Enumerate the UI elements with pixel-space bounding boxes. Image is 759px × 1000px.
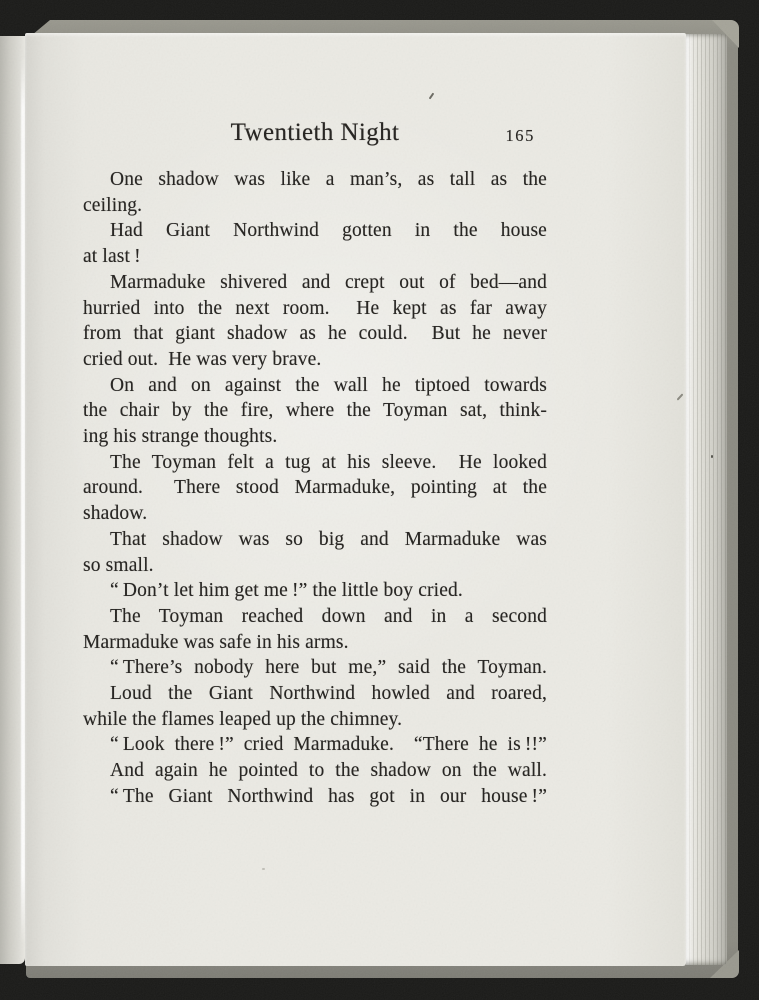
text-line: hurried into the next room. He kept as far away xyxy=(83,297,547,319)
text-line: “ The Giant Northwind has got in our house !” xyxy=(110,785,547,807)
text-line: around. There stood Marmaduke, pointing at the xyxy=(83,477,547,499)
text-line: while the flames leaped up the chimney. xyxy=(83,708,403,730)
page-header xyxy=(83,118,547,152)
text-line: “ Look there !” cried Marmaduke. “There he is !!” xyxy=(110,734,547,756)
paragraph xyxy=(83,604,547,655)
text-line: Marmaduke shivered and crept out of bed—and xyxy=(110,271,547,293)
paragraph xyxy=(83,732,547,758)
page-stack-fore-edge xyxy=(686,34,727,965)
text-line: from that giant shadow as he could. But he never xyxy=(83,323,547,345)
text-line: “ There’s nobody here but me,” said the Toyman. xyxy=(110,657,547,679)
text-line: so small. xyxy=(83,554,154,576)
text-line: ceiling. xyxy=(83,194,143,216)
page-number: 165 xyxy=(505,126,535,145)
paragraph xyxy=(83,758,547,784)
paragraph xyxy=(83,373,547,450)
text-line: And again he pointed to the shadow on the wall. xyxy=(110,760,547,782)
text-line: Had Giant Northwind gotten in the house xyxy=(110,220,547,242)
paragraph xyxy=(83,655,547,681)
paragraph xyxy=(83,167,547,218)
text-line: the chair by the fire, where the Toyman sat, think- xyxy=(83,400,547,422)
text-line: ing his strange thoughts. xyxy=(83,426,278,448)
text-line: The Toyman reached down and in a second xyxy=(110,605,547,627)
right-page xyxy=(25,33,686,966)
paragraph xyxy=(83,578,547,604)
text-line: cried out. He was very brave. xyxy=(83,348,322,370)
text-block xyxy=(83,167,547,810)
text-line: Loud the Giant Northwind howled and roared, xyxy=(110,683,547,705)
paragraph xyxy=(83,784,547,810)
text-line: One shadow was like a man’s, as tall as the xyxy=(110,169,547,190)
text-line: at last ! xyxy=(83,246,141,268)
text-line: “ Don’t let him get me !” the little boy cried. xyxy=(110,580,463,602)
text-line: Marmaduke was safe in his arms. xyxy=(83,631,349,653)
scan-speck xyxy=(711,455,713,458)
paragraph xyxy=(83,270,547,373)
scan-speck xyxy=(262,868,265,870)
chapter-title: Twentieth Night xyxy=(230,119,400,146)
paragraph xyxy=(83,450,547,527)
text-line: That shadow was so big and Marmaduke was xyxy=(110,528,547,550)
paragraph xyxy=(83,527,547,578)
paragraph xyxy=(83,681,547,732)
text-line: shadow. xyxy=(83,503,148,525)
text-line: The Toyman felt a tug at his sleeve. He looked xyxy=(110,451,547,473)
paragraph xyxy=(83,218,547,269)
text-line: On and on against the wall he tiptoed towards xyxy=(110,374,547,396)
